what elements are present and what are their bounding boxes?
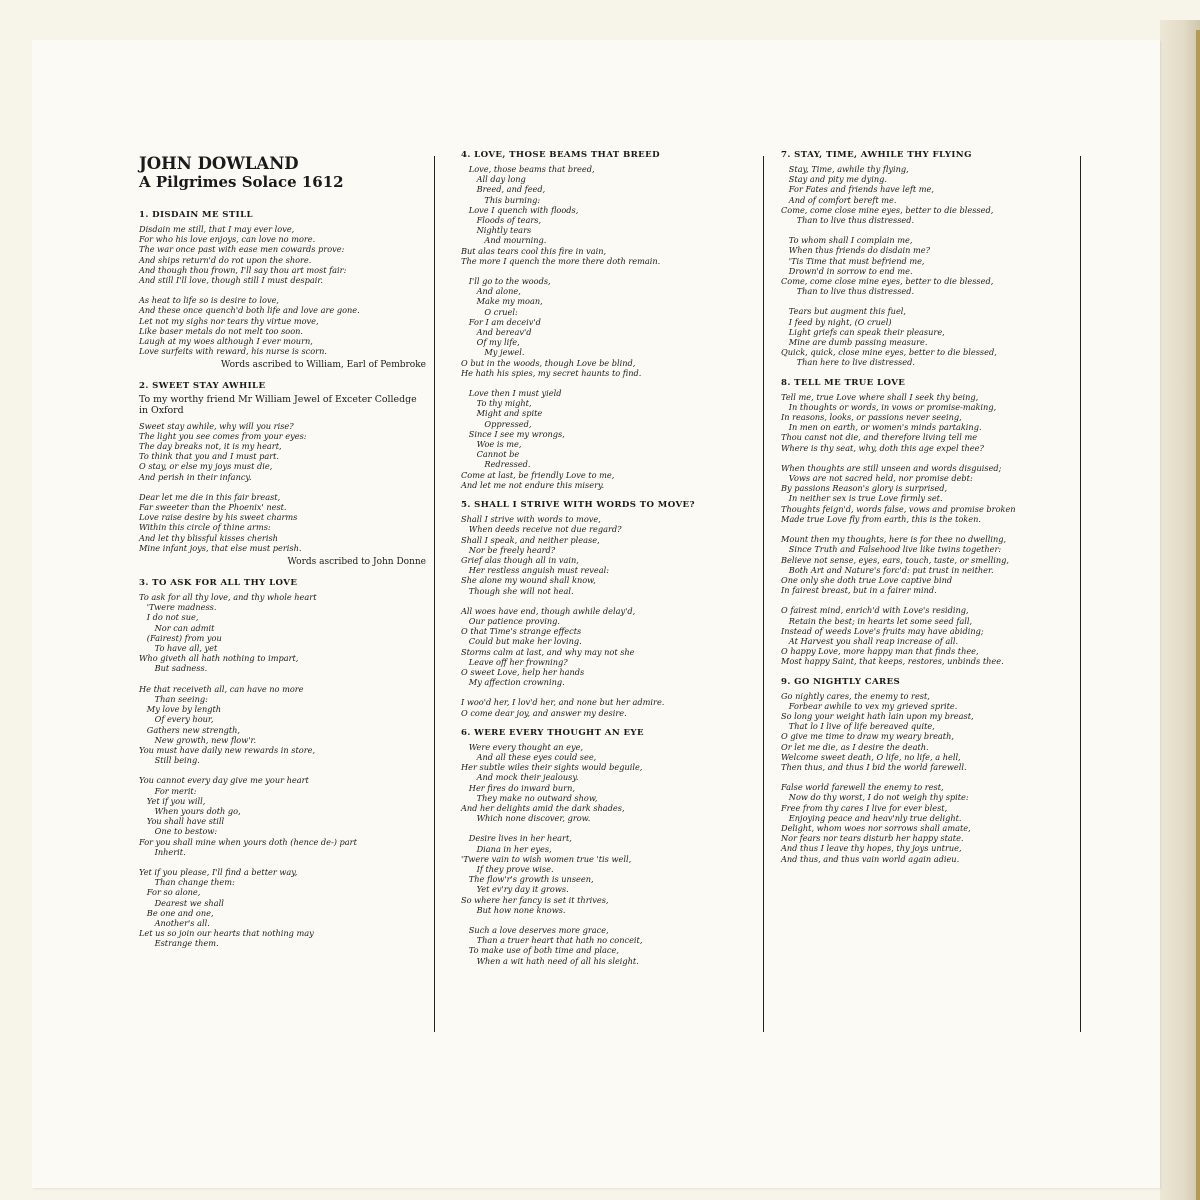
lyric-line: Retain the best; in hearts let some seed fall, — [781, 615, 973, 626]
lyric-line: Both Art and Nature's forc'd: put trust in neither. — [781, 564, 994, 575]
song-dedication: To my worthy friend Mr William Jewel of Exceter Colledge in Oxford — [139, 394, 417, 417]
song-attribution: Words ascribed to William, Earl of Pembroke — [220, 360, 426, 371]
lyric-line: To whom shall I complain me, — [781, 235, 913, 246]
lyric-line: And let me not endure this misery. — [461, 479, 605, 490]
stanza — [461, 742, 756, 824]
composer-name: JOHN DOWLAND — [139, 154, 299, 173]
lyric-line: Love, those beams that breed, — [461, 164, 595, 174]
lyric-line: To make use of both time and place, — [461, 945, 619, 956]
lyric-line: Welcome sweet death, O life, no life, a hell, — [781, 751, 961, 762]
lyric-line: Love I quench with floods, — [461, 204, 579, 215]
lyric-line: I do not sue, — [139, 612, 199, 623]
lyric-line: Than to live thus distressed. — [781, 286, 915, 297]
lyric-line: And let thy blissful kisses cherish — [139, 532, 278, 543]
lyric-line: Nor can admit — [139, 622, 215, 633]
song-title: 1. DISDAIN ME STILL — [139, 210, 253, 220]
lyric-line: For Fates and friends have left me, — [781, 184, 934, 195]
song-title: 7. STAY, TIME, AWHILE THY FLYING — [781, 150, 972, 160]
lyric-line: O stay, or else my joys must die, — [139, 461, 273, 472]
lyric-line: Than a truer heart that hath no conceit, — [461, 935, 643, 946]
lyric-line: Might and spite — [461, 408, 543, 419]
stanza — [139, 224, 426, 285]
column-divider — [763, 156, 764, 1032]
lyric-line: Desire lives in her heart, — [461, 833, 572, 844]
lyric-line: Which none discover, grow. — [461, 813, 591, 824]
lyric-line: My affection crowning. — [461, 677, 565, 688]
stanza — [139, 684, 426, 766]
lyric-line: Our patience proving. — [461, 615, 560, 626]
lyric-line: Nor fears nor tears disturb her happy state. — [781, 833, 964, 844]
lyric-line: In men on earth, or women's minds partaking. — [781, 422, 982, 433]
lyric-line: For you shall mine when yours doth (hence de-) part — [139, 836, 357, 847]
stanza — [139, 775, 426, 857]
lyric-line: You must have daily new rewards in store, — [139, 744, 316, 755]
lyric-line: Where is thy seat, why, doth this age expel thee? — [781, 442, 984, 453]
lyric-line: Gathers new strength, — [139, 724, 241, 735]
stanza — [781, 691, 1071, 773]
lyric-line: And thus, and thus vain world again adieu. — [781, 853, 960, 864]
lyric-line: Make my moan, — [461, 296, 543, 307]
song-title: 9. GO NIGHTLY CARES — [781, 676, 901, 687]
lyric-line: At Harvest you shall reap increase of all. — [781, 635, 959, 646]
lyric-line: Were every thought an eye, — [461, 741, 584, 752]
lyric-line: Than to live thus distressed. — [781, 215, 915, 226]
lyric-line: And these once quench'd both life and love are gone. — [139, 305, 360, 316]
lyric-line: Free from thy cares I live for ever blest, — [781, 802, 948, 813]
lyric-line: Yet if you please, I'll find a better way, — [139, 866, 298, 877]
lyric-line: Most happy Saint, that keeps, restores, unbinds thee. — [781, 656, 1004, 667]
lyric-line: Still being. — [139, 755, 200, 766]
lyric-line: And mock their jealousy. — [461, 772, 579, 783]
stanza — [781, 534, 1071, 595]
lyric-line: Stay, Time, awhile thy flying, — [781, 164, 909, 174]
lyric-line: Disdain me still, that I may ever love, — [139, 224, 295, 234]
lyric-line: And alone, — [461, 286, 521, 297]
song-title: 6. WERE EVERY THOUGHT AN EYE — [461, 727, 644, 738]
lyric-line: All day long — [461, 174, 526, 185]
lyric-line: So where her fancy is set it thrives, — [461, 894, 609, 905]
lyric-line: Yet ev'ry day it grows. — [461, 884, 569, 895]
lyric-line: O happy Love, more happy man that finds thee, — [781, 646, 979, 657]
lyric-line: But sadness. — [139, 663, 208, 674]
song — [781, 378, 1071, 667]
lyric-line: Thou canst not die, and therefore living tell me — [781, 432, 978, 443]
lyric-line: As heat to life so is desire to love, — [139, 295, 280, 306]
song — [139, 210, 426, 371]
lyric-line: Laugh at my woes although I ever mourn, — [139, 336, 313, 347]
lyric-line: Yet if you will, — [139, 795, 206, 806]
lyric-line: Vows are not sacred held, nor promise debt: — [781, 473, 973, 484]
stanza — [461, 606, 756, 688]
lyric-line: And ships return'd do rot upon the shore. — [139, 254, 312, 265]
lyric-line: Come, come close mine eyes, better to die blessed, — [781, 204, 994, 215]
stanza — [461, 514, 756, 596]
lyric-line: Or let me die, as I desire the death. — [781, 741, 929, 752]
lyrics-column-1 — [139, 150, 426, 959]
stanza — [139, 592, 426, 674]
lyric-line: I'll go to the woods, — [461, 276, 551, 287]
lyric-line: Enjoying peace and heav'nly true delight. — [781, 812, 962, 823]
lyric-line: And perish in their infancy. — [139, 471, 252, 482]
lyric-line: Nor be freely heard? — [461, 544, 556, 555]
lyric-line: Come at last, be friendly Love to me, — [461, 469, 615, 480]
stanza — [139, 492, 426, 553]
lyric-line: That lo I live of life bereaved quite, — [781, 721, 935, 732]
lyric-line: But alas tears cool this fire in vain, — [461, 245, 607, 256]
lyric-line: Tell me, true Love where shall I seek thy being, — [781, 391, 979, 402]
song-title: 4. LOVE, THOSE BEAMS THAT BREED — [461, 150, 660, 160]
lyric-line: Than seeing: — [139, 693, 208, 704]
lyric-line: In thoughts or words, in vows or promise-making, — [781, 401, 997, 412]
song-title: 8. TELL ME TRUE LOVE — [781, 377, 906, 388]
lyric-line: If they prove wise. — [461, 863, 554, 874]
lyric-line: Delight, whom woes nor sorrows shall amate, — [781, 822, 971, 833]
lyric-line: For who his love enjoys, can love no more. — [139, 234, 316, 245]
lyric-line: Her restless anguish must reveal: — [461, 565, 610, 576]
lyric-line: And her delights amid the dark shades, — [461, 802, 625, 813]
work-title: A Pilgrimes Solace 1612 — [139, 173, 344, 191]
stanza — [139, 867, 426, 949]
stanza — [781, 605, 1071, 666]
stanza — [461, 697, 756, 717]
lyric-line: The day breaks not, it is my heart, — [139, 441, 282, 452]
lyric-line: My jewel. — [461, 347, 525, 358]
lyric-line: Be one and one, — [139, 907, 214, 918]
lyric-line: O but in the woods, though Love be blind, — [461, 357, 636, 368]
lyric-line: Since I see my wrongs, — [461, 428, 565, 439]
lyric-line: This burning: — [461, 194, 541, 205]
lyric-line: Her subtle wiles their sights would beguile, — [461, 762, 643, 773]
stanza — [461, 388, 756, 490]
lyric-line: To think that you and I must part. — [139, 451, 280, 462]
lyric-line: For so alone, — [139, 887, 201, 898]
song — [139, 578, 426, 949]
lyric-line: In reasons, looks, or passions never seeing, — [781, 412, 962, 423]
lyric-line: Love surfeits with reward, his nurse is scorn. — [139, 346, 327, 357]
lyric-line: Love then I must yield — [461, 388, 562, 399]
lyric-line: O come dear joy, and answer my desire. — [461, 707, 627, 718]
lyric-line: O sweet Love, help her hands — [461, 666, 585, 677]
lyric-line: False world farewell the enemy to rest, — [781, 782, 944, 793]
lyric-line: In neither sex is true Love firmly set. — [781, 493, 943, 504]
songs-column-3 — [781, 150, 1071, 864]
lyric-line: You shall have still — [139, 816, 225, 827]
lyric-line: Floods of tears, — [461, 215, 542, 226]
lyric-line: O give me time to draw my weary breath, — [781, 731, 954, 742]
lyric-line: Who giveth all hath nothing to impart, — [139, 653, 299, 664]
lyric-line: Mine are dumb passing measure. — [781, 337, 928, 348]
lyric-line: Redressed. — [461, 459, 531, 470]
lyric-line: He that receiveth all, can have no more — [139, 683, 304, 694]
lyric-line: Stay and pity me dying. — [781, 174, 888, 185]
lyric-line: I feed by night, (O cruel) — [781, 316, 892, 327]
lyric-line: Though she will not heal. — [461, 585, 574, 596]
lyric-line: Of my life, — [461, 337, 520, 348]
lyric-line: Diana in her eyes, — [461, 843, 552, 854]
song-attribution: Words ascribed to John Donne — [287, 557, 426, 568]
lyric-line: Sweet stay awhile, why will you rise? — [139, 420, 294, 431]
lyric-line: Then thus, and thus I bid the world farewell. — [781, 761, 967, 772]
lyric-line: To have all, yet — [139, 643, 218, 654]
lyric-line: For merit: — [139, 785, 197, 796]
lyric-line: Dear let me die in this fair breast, — [139, 491, 281, 502]
lyric-line: Cannot be — [461, 449, 520, 460]
stanza — [139, 295, 426, 356]
lyric-line: Shall I strive with words to move, — [461, 514, 601, 525]
lyric-line: And mourning. — [461, 235, 547, 246]
lyric-line: When yours doth go, — [139, 805, 241, 816]
lyric-line: Light griefs can speak their pleasure, — [781, 326, 945, 337]
stanza — [781, 164, 1071, 225]
lyric-line: Come, come close mine eyes, better to die blessed, — [781, 276, 994, 287]
lyric-line: One only she doth true Love captive bind — [781, 574, 953, 585]
lyric-line: They make no outward show, — [461, 792, 598, 803]
lyric-line: My love by length — [139, 704, 222, 715]
lyric-line: Made true Love fly from earth, this is the token. — [781, 513, 981, 524]
stanza — [461, 276, 756, 378]
lyric-line: To thy might, — [461, 398, 532, 409]
song — [139, 381, 426, 568]
stanza — [781, 392, 1071, 453]
lyric-line: O cruel: — [461, 306, 518, 317]
lyric-line: Within this circle of thine arms: — [139, 522, 271, 533]
lyric-line: When thoughts are still unseen and words disguised; — [781, 462, 1002, 473]
lyric-line: By passions Reason's glory is surprised, — [781, 483, 948, 494]
lyric-line: All woes have end, though awhile delay'd, — [461, 605, 636, 616]
lyric-line: Of every hour, — [139, 714, 214, 725]
song-title: 2. SWEET STAY AWHILE — [139, 381, 266, 392]
lyric-line: Dearest we shall — [139, 897, 224, 908]
lyric-line: 'Twere madness. — [139, 602, 217, 613]
lyric-line: And thus I leave thy hopes, thy joys untrue, — [781, 843, 962, 854]
lyric-line: Love raise desire by his sweet charms — [139, 512, 298, 523]
lyric-line: The more I quench the more there doth remain. — [461, 255, 661, 266]
lyric-line: Since Truth and Falsehood live like twins together: — [781, 544, 1002, 555]
lyric-line: Drown'd in sorrow to end me. — [781, 265, 913, 276]
lyric-line: Now do thy worst, I do not weigh thy spite: — [781, 792, 969, 803]
column-divider — [434, 156, 435, 1032]
song — [781, 150, 1071, 368]
lyric-line: And still I'll love, though still I must despair. — [139, 275, 323, 286]
lyric-line: And though thou frown, I'll say thou art most fair: — [139, 264, 347, 275]
lyric-line: When a wit hath need of all his sleight. — [461, 955, 639, 966]
lyric-line: New growth, new flow'r. — [139, 734, 257, 745]
lyric-line: Let us so join our hearts that nothing may — [139, 928, 314, 939]
lyric-line: O fairest mind, enrich'd with Love's residing, — [781, 605, 969, 616]
lyric-line: (Fairest) from you — [139, 632, 222, 643]
song-title: 5. SHALL I STRIVE WITH WORDS TO MOVE? — [461, 500, 695, 511]
lyric-line: And bereav'd — [461, 327, 532, 338]
lyric-line: Thoughts feign'd, words false, vows and promise broken — [781, 503, 1016, 514]
lyric-line: Grief alas though all in vain, — [461, 554, 579, 565]
lyric-line: 'Tis Time that must befriend me, — [781, 255, 925, 266]
lyric-line: Her fires do inward burn, — [461, 782, 575, 793]
stanza — [461, 925, 756, 966]
song — [781, 677, 1071, 864]
lyric-line: I woo'd her, I lov'd her, and none but her admire. — [461, 697, 665, 708]
stanza — [781, 306, 1071, 367]
lyric-line: To ask for all thy love, and thy whole heart — [139, 592, 317, 603]
lyric-line: But how none knows. — [461, 904, 566, 915]
songs-column-2 — [461, 150, 756, 966]
lyric-line: Instead of weeds Love's fruits may have abiding; — [781, 625, 984, 636]
stanza — [461, 833, 756, 915]
lyric-line: 'Twere vain to wish women true 'tis well, — [461, 853, 632, 864]
lyric-line: Another's all. — [139, 917, 210, 928]
lyric-line: Such a love deserves more grace, — [461, 925, 609, 935]
stanza — [781, 463, 1071, 524]
stanza — [139, 421, 426, 482]
song — [461, 150, 756, 490]
lyric-line: She alone my wound shall know, — [461, 575, 596, 586]
lyric-line: Shall I speak, and neither please, — [461, 534, 600, 545]
lyric-line: When deeds receive not due regard? — [461, 524, 622, 535]
lyric-line: You cannot every day give me your heart — [139, 775, 309, 786]
lyrics-column-3 — [781, 150, 1071, 874]
lyric-line: When thus friends do disdain me? — [781, 245, 931, 256]
lyric-line: Far sweeter than the Phoenix' nest. — [139, 502, 287, 513]
lyric-line: Forbear awhile to vex my grieved sprite. — [781, 700, 958, 711]
sleeve-fold — [1160, 20, 1200, 1200]
lyric-line: Woe is me, — [461, 439, 522, 450]
song — [461, 728, 756, 966]
stanza — [461, 164, 756, 266]
lyric-line: Like baser metals do not melt too soon. — [139, 325, 304, 336]
lyric-line: The war once past with ease men cowards prove: — [139, 244, 345, 255]
lyric-line: Believe not sense, eyes, ears, touch, taste, or smelling, — [781, 554, 1009, 565]
lyric-line: Estrange them. — [139, 938, 219, 949]
lyric-line: Let not my sighs nor tears thy virtue move, — [139, 315, 319, 326]
lyric-line: So long your weight hath lain upon my breast, — [781, 710, 974, 721]
lyric-line: And of comfort bereft me. — [781, 194, 897, 205]
lyric-line: Breed, and feed, — [461, 184, 546, 195]
lyric-line: Tears but augment this fuel, — [781, 306, 907, 317]
lyric-line: For I am deceiv'd — [461, 316, 541, 327]
lyric-line: Could but make her loving. — [461, 636, 582, 647]
lyric-line: Than here to live distressed. — [781, 357, 915, 368]
column-divider — [1080, 156, 1081, 1032]
lyric-line: Mount then my thoughts, here is for thee no dwelling, — [781, 534, 1007, 545]
lyric-line: Leave off her frowning? — [461, 656, 568, 667]
lyric-line: Than change them: — [139, 877, 235, 888]
lyric-line: Go nightly cares, the enemy to rest, — [781, 690, 930, 701]
lyric-line: The flow'r's growth is unseen, — [461, 874, 594, 885]
lyric-line: The light you see comes from your eyes: — [139, 430, 307, 441]
lyrics-column-2 — [461, 150, 756, 976]
lyric-line: O that Time's strange effects — [461, 626, 582, 637]
lyric-line: One to bestow: — [139, 826, 218, 837]
lyric-line: Quick, quick, close mine eyes, better to die blessed, — [781, 347, 997, 358]
lyric-line: Inherit. — [139, 846, 186, 857]
song — [461, 500, 756, 718]
lyric-line: In fairest breast, but in a fairer mind. — [781, 585, 937, 596]
sleeve-fold-edge — [1196, 30, 1200, 1200]
lyric-line: He hath his spies, my secret haunts to find. — [461, 367, 642, 378]
lyric-line: Mine infant joys, that else must perish. — [139, 542, 302, 553]
song-title: 3. TO ASK FOR ALL THY LOVE — [139, 578, 298, 589]
stanza — [781, 782, 1071, 864]
lyric-line: Oppressed, — [461, 418, 532, 429]
lyric-line: Storms calm at last, and why may not she — [461, 646, 635, 657]
lyric-line: And all these eyes could see, — [461, 751, 597, 762]
lyric-line: Nightly tears — [461, 225, 532, 236]
songs-column-1 — [139, 210, 426, 949]
stanza — [781, 235, 1071, 296]
